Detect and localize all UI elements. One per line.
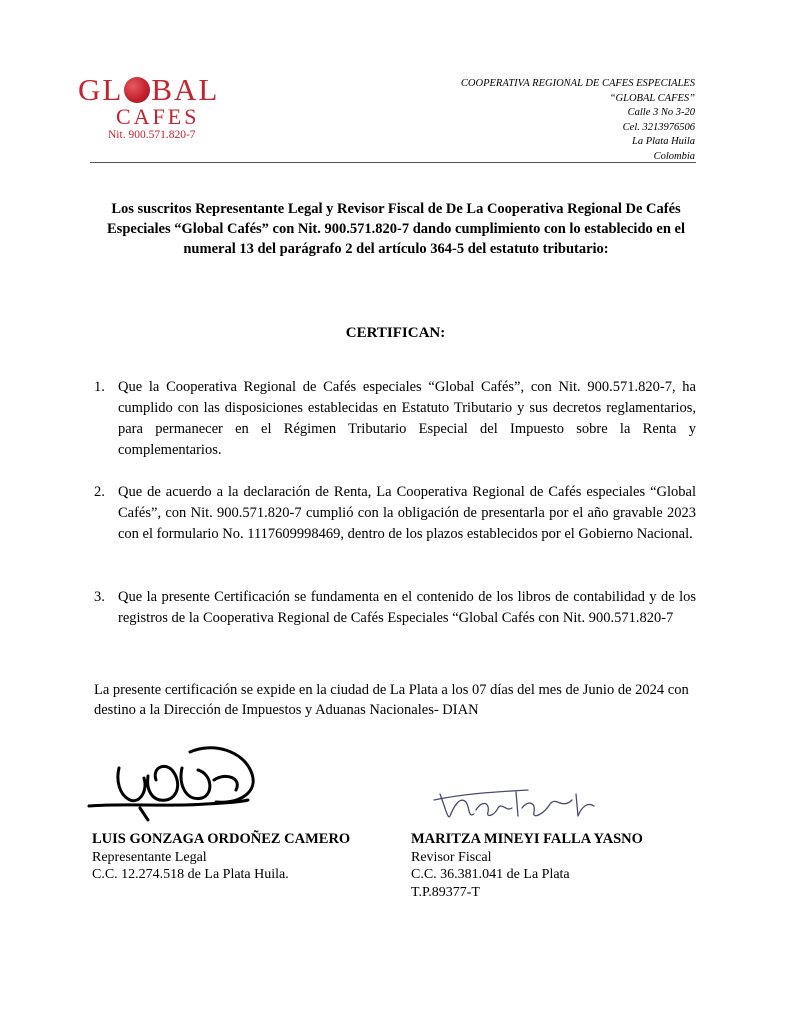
- coffee-bean-icon: [124, 77, 150, 103]
- logo-nit: Nit. 900.571.820-7: [108, 129, 196, 141]
- letterhead-line: “GLOBAL CAFES”: [609, 92, 695, 104]
- header-divider: [90, 162, 696, 163]
- signer-role: Revisor Fiscal: [411, 849, 492, 865]
- signature-legal-representative: [86, 740, 266, 830]
- logo-wordmark: [78, 74, 219, 105]
- list-item: [94, 587, 696, 629]
- letterhead-line: Cel. 3213976506: [622, 121, 695, 133]
- signer-role: Representante Legal: [92, 849, 207, 865]
- company-logo: [76, 70, 256, 150]
- signer-name: LUIS GONZAGA ORDOÑEZ CAMERO: [92, 831, 351, 847]
- logo-text-bal: BAL: [151, 72, 220, 107]
- letterhead-address: [461, 77, 695, 164]
- item-text: Que la presente Certificación se fundamenta en el contenido de los libros de contabilidad y de los registros de la Cooperativa Regional de Cafés Especiales “Global Cafés con Nit. 900.571.820-7: [118, 589, 696, 626]
- signer-legal-representative: [92, 831, 350, 884]
- item-number: 3.: [94, 589, 105, 605]
- signer-fiscal-reviewer: [411, 831, 643, 901]
- letterhead-line: Calle 3 No 3-20: [627, 107, 695, 118]
- letterhead-line: COOPERATIVA REGIONAL DE CAFES ESPECIALES: [460, 78, 695, 89]
- item-number: 1.: [94, 379, 105, 395]
- signer-id: C.C. 36.381.041 de La Plata: [411, 867, 570, 882]
- signer-name: MARITZA MINEYI FALLA YASNO: [411, 831, 643, 847]
- signer-professional-card: T.P.89377-T: [411, 884, 480, 900]
- logo-text-gl: GL: [78, 72, 124, 107]
- item-text: Que la Cooperativa Regional de Cafés especiales “Global Cafés”, con Nit. 900.571.820-7, ha cumplido con las disposiciones establecidas en Estatuto Tributario y sus decretos reglamentarios, para permanecer en el Régimen Tributario Especial del Impuesto sobre la Renta y complementarios.: [118, 379, 696, 458]
- logo-cafes: CAFES: [116, 104, 200, 129]
- intro-paragraph: Los suscritos Representante Legal y Revisor Fiscal de De La Cooperativa Regional De Cafés Especiales “Global Cafés” con Nit. 900.571.820-7 dando cumplimiento con lo establecido en el numeral 13 del parágrafo 2 del artículo 364-5 del estatuto tributario:: [107, 201, 685, 257]
- signature-fiscal-reviewer: [432, 786, 602, 826]
- item-text: Que de acuerdo a la declaración de Renta, La Cooperativa Regional de Cafés especiales “Global Cafés”, con Nit. 900.571.820-7 cumplió con la obligación de presentarla por el año gravable 2023 con el formulario No. 1117609998469, dentro de los plazos establecidos por el Gobierno Nacional.: [118, 484, 696, 542]
- letterhead-line: Colombia: [653, 150, 695, 162]
- item-number: 2.: [94, 484, 105, 500]
- signer-id: C.C. 12.274.518 de La Plata Huila.: [92, 867, 289, 882]
- closing-paragraph: La presente certificación se expide en la ciudad de La Plata a los 07 días del mes de Junio de 2024 con destino a la Dirección de Impuestos y Aduanas Nacionales- DIAN: [94, 682, 689, 718]
- certification-title: CERTIFICAN:: [345, 325, 446, 341]
- letterhead-line: La Plata Huila: [631, 136, 695, 147]
- list-item: [94, 377, 696, 461]
- list-item: [94, 482, 696, 545]
